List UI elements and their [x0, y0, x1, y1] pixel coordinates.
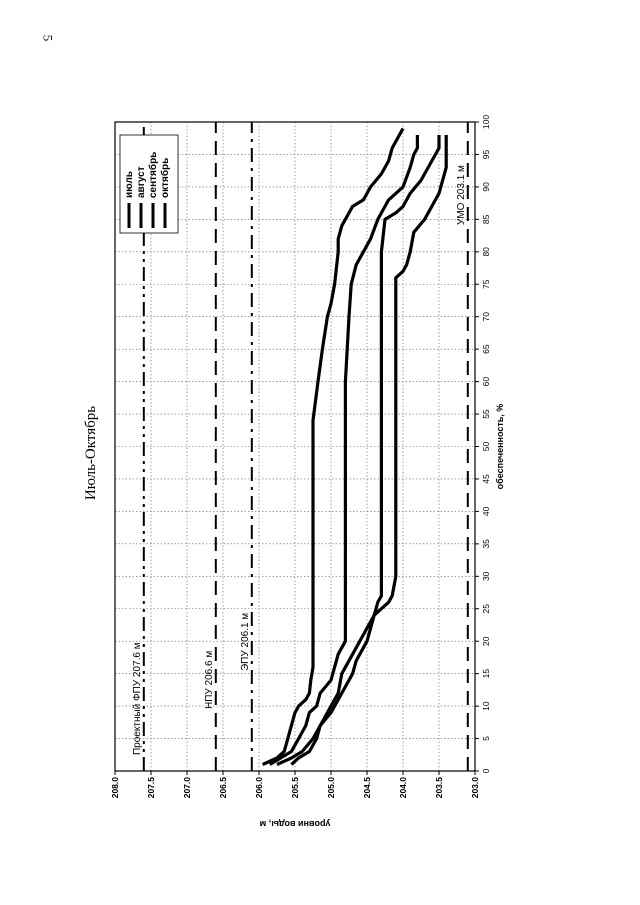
series-line-3: [277, 135, 446, 765]
legend: [120, 135, 178, 233]
x-tick-label: 40: [481, 506, 491, 517]
page-number: 5: [40, 34, 56, 42]
y-tick-label: 207.0: [182, 777, 192, 799]
legend-entry-label: сентябрь: [148, 151, 159, 198]
x-tick-label: 30: [481, 571, 491, 582]
y-axis-ticks: [110, 771, 480, 798]
x-tick-label: 45: [481, 474, 491, 484]
y-tick-label: 204.5: [362, 777, 372, 799]
x-tick-label: 55: [481, 409, 491, 419]
y-tick-label: 208.0: [110, 777, 120, 799]
legend-entry-label: август: [136, 166, 147, 198]
x-tick-label: 35: [481, 539, 491, 549]
legend-entry-label: июль: [124, 171, 135, 198]
y-tick-label: 207.5: [146, 777, 156, 799]
ref-label-umo: УМО 203.1 м: [455, 165, 467, 225]
x-axis-label: обеспеченность, %: [495, 403, 505, 490]
y-axis-label: уровни воды, м: [259, 819, 331, 829]
legend-entry-label: октябрь: [160, 157, 171, 198]
x-tick-label: 90: [481, 182, 491, 192]
x-tick-label: 25: [481, 604, 491, 614]
chart-title: Июль-Октябрь: [83, 405, 99, 501]
x-tick-label: 95: [481, 149, 491, 160]
x-tick-label: 70: [481, 311, 491, 322]
x-tick-label: 85: [481, 214, 491, 225]
x-axis-ticks: [475, 115, 491, 774]
y-tick-label: 205.0: [326, 777, 336, 799]
y-tick-label: 203.5: [434, 777, 444, 799]
y-tick-label: 204.0: [398, 777, 408, 799]
rotated-chart: [83, 115, 505, 829]
x-tick-label: 5: [481, 736, 491, 741]
x-tick-label: 10: [481, 701, 491, 711]
x-tick-label: 60: [481, 376, 491, 387]
x-tick-label: 75: [481, 279, 491, 289]
ref-label-fpu: Проектный ФПУ 207.6 м: [131, 642, 143, 755]
x-tick-label: 15: [481, 668, 491, 679]
x-tick-label: 65: [481, 344, 491, 354]
ref-label-npu: НПУ 206.6 м: [203, 650, 215, 709]
y-tick-label: 206.5: [218, 777, 228, 799]
x-tick-label: 0: [481, 768, 491, 774]
ref-label-epu: ЭПУ 206.1 м: [239, 612, 251, 671]
x-tick-label: 20: [481, 636, 491, 646]
y-tick-label: 203.0: [470, 777, 480, 799]
y-tick-label: 205.5: [290, 777, 300, 799]
x-tick-label: 100: [481, 114, 491, 130]
x-tick-label: 80: [481, 247, 491, 257]
y-tick-label: 206.0: [254, 777, 264, 799]
x-tick-label: 50: [481, 441, 491, 452]
